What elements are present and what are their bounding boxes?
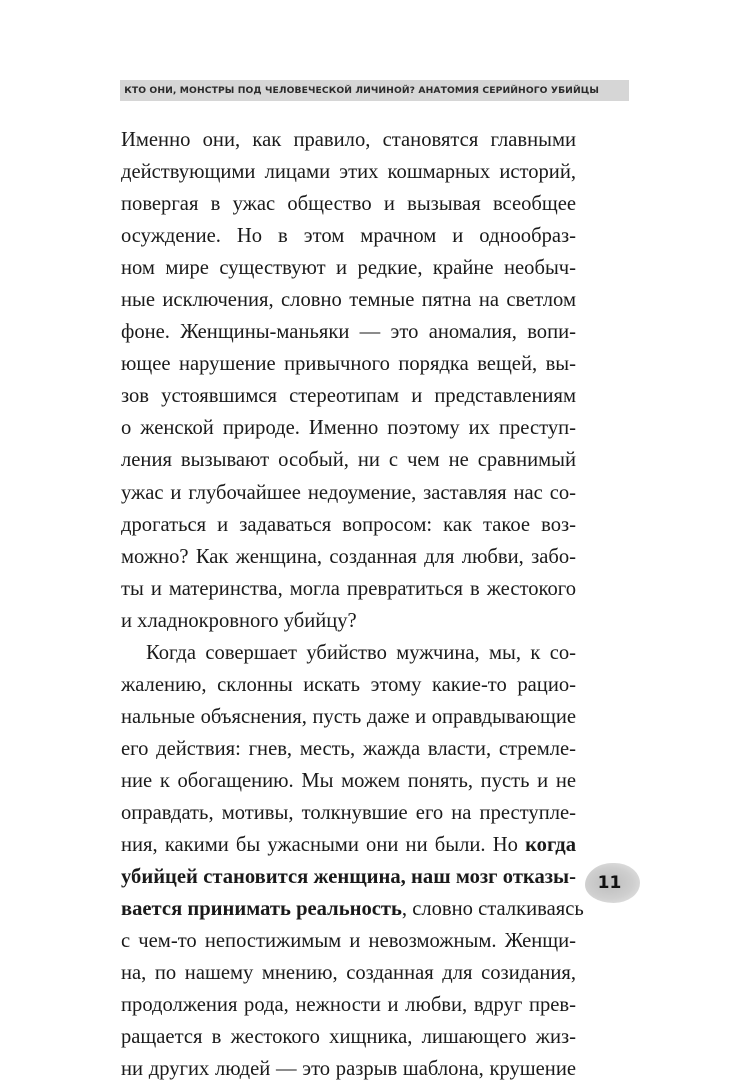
text-line: повергая в ужас общество и вызывая всеобщее (121, 193, 576, 216)
text-line: фоне. Женщины-маньяки — это аномалия, вопи- (121, 321, 576, 344)
bold-emphasis: убийцей становится женщина, наш мозг отказы- (121, 866, 576, 889)
text-line: ющее нарушение привычного порядка вещей, вы- (121, 353, 576, 376)
bold-emphasis: вается принимать реальность (121, 898, 402, 921)
page-number: 11 (597, 873, 622, 893)
paragraph-2 (121, 637, 584, 1085)
text-line: жалению, склонны искать этому какие-то рацио- (121, 673, 576, 696)
paragraph-1 (121, 124, 576, 637)
text-line: с чем-то непостижимым и невозможным. Женщи- (121, 930, 576, 953)
text-line: действующими лицами этих кошмарных историй, (121, 161, 576, 184)
text-line (121, 861, 576, 893)
text-line: нальные объяснения, пусть даже и оправдывающие (121, 705, 576, 728)
text-line: на, по нашему мнению, созданная для созидания, (121, 962, 576, 985)
text-run: , словно сталкиваясь (401, 898, 584, 921)
text-line: дрогаться и задаваться вопросом: как такое воз- (121, 513, 576, 536)
text-line: Когда совершает убийство мужчина, мы, к со- (146, 641, 576, 664)
text-line: Именно они, как правило, становятся главными (121, 129, 576, 151)
text-line: ления вызывают особый, ни с чем не сравнимый (121, 449, 576, 472)
text-line: зов устоявшимся стереотипам и представлениям (121, 385, 576, 408)
bold-emphasis: когда (525, 834, 576, 857)
text-line: ные исключения, словно темные пятна на светлом (121, 289, 576, 312)
text-line: можно? Как женщина, созданная для любви, забо- (121, 545, 576, 568)
text-line: о женской природе. Именно поэтому их преступ- (121, 417, 576, 440)
page-number-badge (585, 863, 640, 903)
text-line: ращается в жестокого хищника, лишающего жиз- (121, 1026, 576, 1049)
text-line: оправдать, мотивы, толкнувшие его на преступле- (121, 801, 576, 824)
text-line: осуждение. Но в этом мрачном и однообраз- (121, 225, 576, 248)
text-line: ном мире существуют и редкие, крайне необыч- (121, 257, 576, 280)
text-line: продолжения рода, нежности и любви, вдруг прев- (121, 994, 576, 1017)
text-line: ни других людей — это разрыв шаблона, крушение (121, 1058, 576, 1081)
text-line: его действия: гнев, месть, жажда власти, стремле- (121, 737, 576, 760)
text-line: и хладнокровного убийцу? (121, 609, 357, 632)
text-line: ты и материнства, могла превратиться в жестокого (121, 577, 576, 600)
text-line: ние к обогащению. Мы можем понять, пусть и не (121, 769, 576, 792)
text-line (121, 829, 576, 861)
running-header: КТО ОНИ, МОНСТРЫ ПОД ЧЕЛОВЕЧЕСКОЙ ЛИЧИНОЙ? АНАТОМИЯ СЕРИЙНОГО УБИЙЦЫ (120, 80, 629, 101)
page-body-text (121, 124, 584, 1085)
text-run: ния, какими бы ужасными они ни были. Но (121, 834, 526, 857)
text-line: ужас и глубочайшее недоумение, заставляя нас со- (121, 481, 576, 504)
text-line (121, 893, 584, 925)
